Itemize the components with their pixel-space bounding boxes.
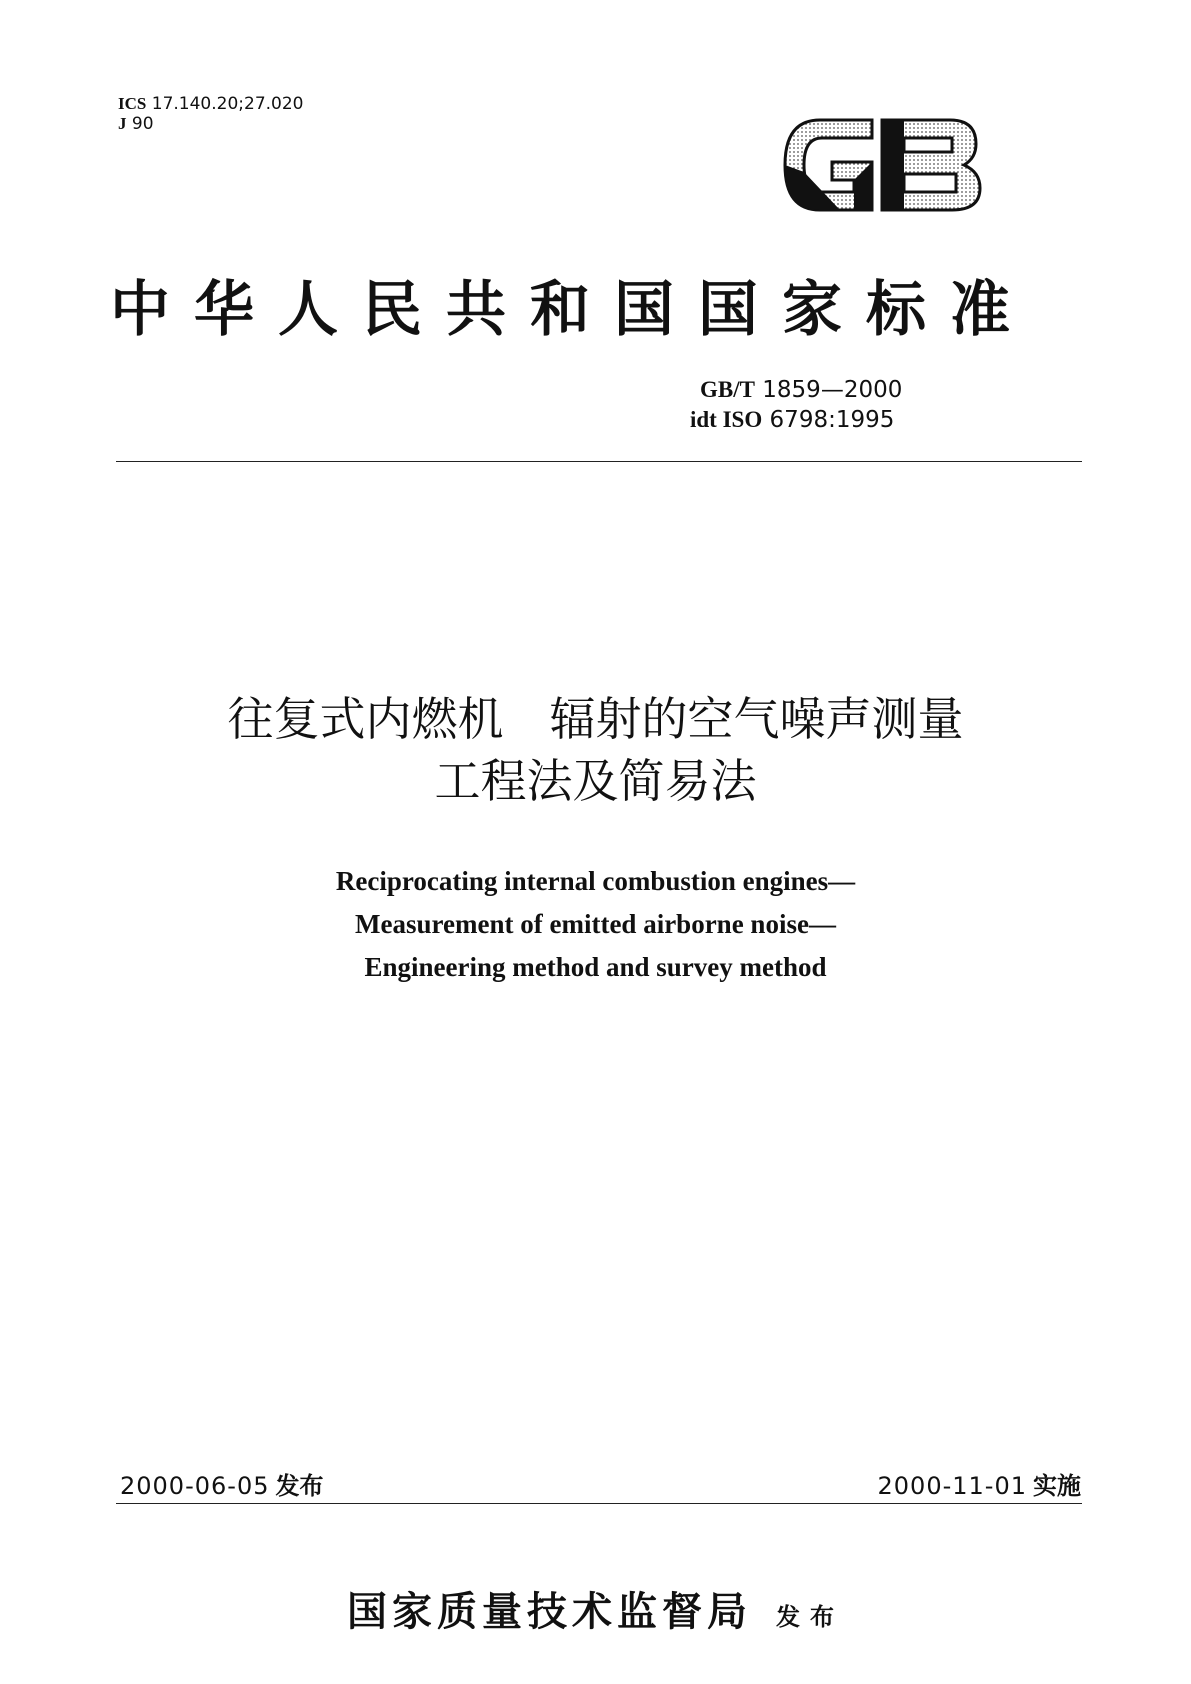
- ics-line: [118, 94, 304, 114]
- chinese-title-line-2: 工程法及简易法: [434, 754, 757, 808]
- english-title-line-2: Measurement of emitted airborne noise—: [355, 909, 836, 939]
- ccs-line: [118, 114, 304, 134]
- chinese-title-line-1: 往复式内燃机 辐射的空气噪声测量: [227, 692, 964, 746]
- effective-date: [878, 1466, 1081, 1501]
- standard-number: [700, 375, 902, 405]
- standard-code-block: [690, 375, 903, 435]
- gb-logo-icon: [780, 110, 985, 220]
- effective-date-value: 2000-11-01: [877, 1472, 1027, 1500]
- ccs-label: J: [118, 114, 127, 133]
- national-standard-title: 中华人民共和国国家标准: [110, 275, 1034, 345]
- chinese-title: [0, 688, 1191, 812]
- issue-date: [120, 1466, 323, 1501]
- idt-standard: [690, 405, 902, 435]
- publisher-line: [0, 1580, 1191, 1637]
- publisher-org: 国家质量技术监督局: [347, 1588, 752, 1635]
- issue-date-value: 2000-06-05: [120, 1472, 270, 1500]
- issue-date-label: 发布: [275, 1472, 324, 1500]
- ics-label: ICS: [118, 94, 147, 113]
- english-title-line-1: Reciprocating internal combustion engines—: [335, 866, 856, 896]
- effective-date-label: 实施: [1033, 1472, 1081, 1500]
- idt-label: idt ISO: [690, 407, 763, 432]
- english-title: [0, 860, 1191, 989]
- classification-block: [118, 94, 304, 134]
- bottom-divider: [116, 1503, 1082, 1504]
- publisher-action: 发布: [776, 1603, 844, 1631]
- idt-value: 6798:1995: [769, 407, 895, 433]
- ccs-value: 90: [131, 114, 154, 134]
- standard-code-label: GB/T: [700, 377, 755, 402]
- standard-code-value: 1859—2000: [762, 377, 903, 403]
- ics-value: 17.140.20;27.020: [151, 94, 304, 114]
- english-title-line-3: Engineering method and survey method: [364, 952, 827, 982]
- top-divider: [116, 461, 1082, 462]
